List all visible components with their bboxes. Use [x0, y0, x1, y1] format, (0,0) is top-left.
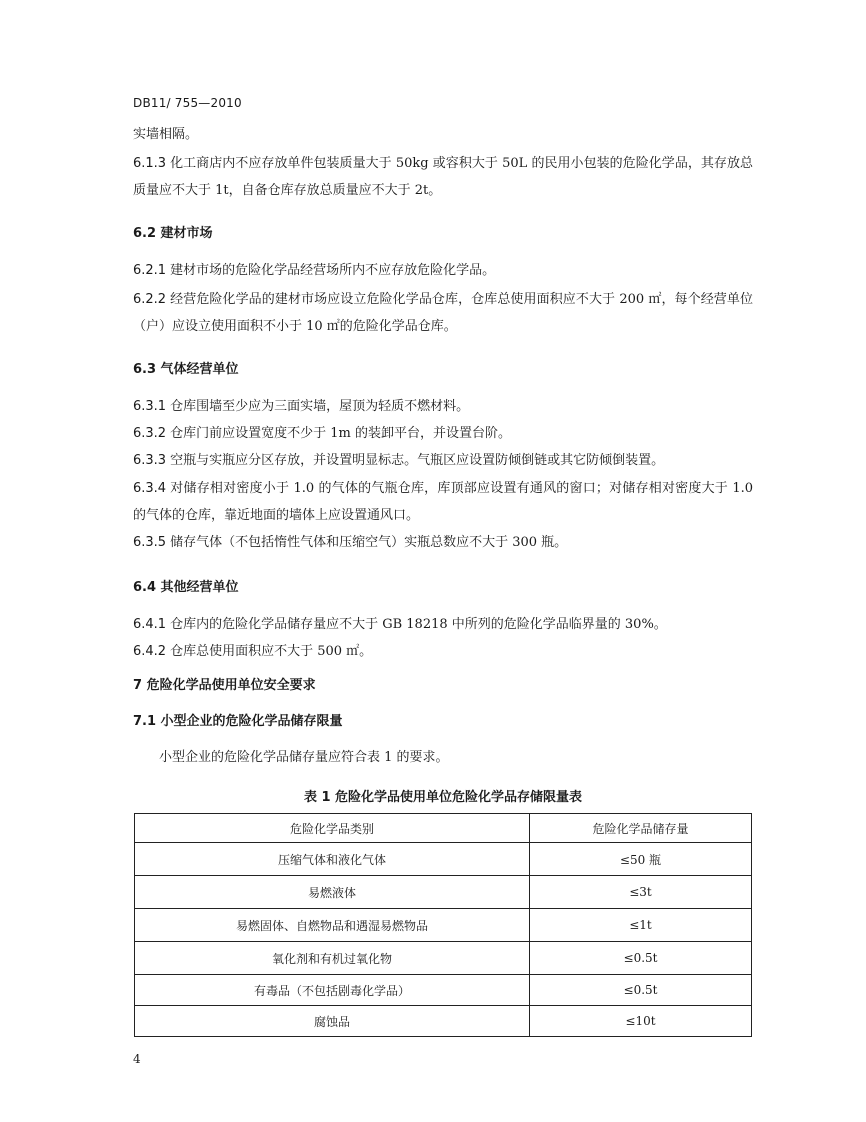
table-cell-quantity: ≤1t: [530, 909, 752, 942]
clause-6-2-1: [133, 262, 753, 280]
clause-6-3-1: [133, 398, 753, 416]
heading-7: 7 危险化学品使用单位安全要求: [133, 678, 316, 693]
heading-6-4: 6.4 其他经营单位: [133, 580, 239, 595]
table-row: [135, 843, 752, 876]
clause-number: 6.4.1: [133, 617, 167, 632]
clause-6-4-2: [133, 643, 753, 661]
column-header-quantity: 危险化学品储存量: [530, 814, 752, 843]
clause-6-3-5: [133, 534, 753, 552]
heading-6-3: 6.3 气体经营单位: [133, 362, 239, 377]
table-cell-category: 压缩气体和液化气体: [135, 843, 530, 876]
table-row: [135, 876, 752, 909]
table-cell-category: 腐蚀品: [135, 1006, 530, 1037]
table-cell-category: 有毒品（不包括剧毒化学品）: [135, 975, 530, 1006]
clause-number: 6.4.2: [133, 644, 167, 659]
table-cell-quantity: ≤50 瓶: [530, 843, 752, 876]
table-row: [135, 909, 752, 942]
clause-number: 6.1.3: [133, 156, 167, 171]
clause-text: 经营危险化学品的建材市场应设立危险化学品仓库，仓库总使用面积应不大于 200 ㎡，每个经营单位（户）应设立使用面积不小于 10 ㎡的危险化学品仓库。: [133, 292, 753, 334]
document-id-header: DB11/ 755—2010: [133, 96, 242, 110]
clause-text: 仓库内的危险化学品储存量应不大于 GB 18218 中所列的危险化学品临界量的 30%。: [170, 617, 667, 632]
table-caption: 表 1 危险化学品使用单位危险化学品存储限量表: [303, 790, 583, 805]
table-row: [135, 942, 752, 975]
clause-6-1-3: [133, 150, 753, 204]
clause-number: 6.3.1: [133, 399, 167, 414]
clause-number: 6.3.3: [133, 453, 167, 468]
table-cell-quantity: ≤10t: [530, 1006, 752, 1037]
table-header-row: [135, 814, 752, 843]
heading-6-2: 6.2 建材市场: [133, 226, 213, 241]
table-cell-quantity: ≤0.5t: [530, 975, 752, 1006]
clause-text: 仓库门前应设置宽度不少于 1m 的装卸平台，并设置台阶。: [170, 426, 511, 441]
clause-number: 6.3.4: [133, 481, 167, 496]
heading-7-1: 7.1 小型企业的危险化学品储存限量: [133, 714, 343, 729]
column-header-category: 危险化学品类别: [135, 814, 530, 843]
clause-text: 仓库总使用面积应不大于 500 ㎡。: [170, 644, 373, 659]
clause-text: 对储存相对密度小于 1.0 的气体的气瓶仓库，库顶部应设置有通风的窗口；对储存相对密度大于 1.0 的气体的仓库，靠近地面的墙体上应设置通风口。: [133, 481, 753, 523]
table-cell-quantity: ≤3t: [530, 876, 752, 909]
clause-number: 6.2.1: [133, 263, 167, 278]
paragraph-continuation: 实墙相隔。: [133, 127, 199, 142]
clause-number: 6.2.2: [133, 292, 167, 307]
clause-6-4-1: [133, 616, 753, 634]
table-cell-category: 易燃液体: [135, 876, 530, 909]
clause-number: 6.3.2: [133, 426, 167, 441]
table-row: [135, 975, 752, 1006]
clause-text: 建材市场的危险化学品经营场所内不应存放危险化学品。: [170, 263, 496, 278]
clause-text: 化工商店内不应存放单件包装质量大于 50kg 或容积大于 50L 的民用小包装的危险化学品，其存放总质量应不大于 1t，自备仓库存放总质量应不大于 2t。: [133, 156, 753, 198]
storage-limit-table: [134, 813, 752, 1037]
table-cell-category: 易燃固体、自燃物品和遇湿易燃物品: [135, 909, 530, 942]
page-number: 4: [133, 1052, 141, 1066]
clause-6-3-4: [133, 475, 753, 529]
clause-text: 储存气体（不包括惰性气体和压缩空气）实瓶总数应不大于 300 瓶。: [170, 535, 568, 550]
clause-6-2-2: [133, 286, 753, 340]
clause-text: 空瓶与实瓶应分区存放，并设置明显标志。气瓶区应设置防倾倒链或其它防倾倒装置。: [170, 453, 665, 468]
table-cell-category: 氧化剂和有机过氧化物: [135, 942, 530, 975]
clause-text: 仓库围墙至少应为三面实墙，屋顶为轻质不燃材料。: [170, 399, 470, 414]
table-cell-quantity: ≤0.5t: [530, 942, 752, 975]
paragraph-7-1: 小型企业的危险化学品储存量应符合表 1 的要求。: [159, 750, 449, 765]
clause-6-3-3: [133, 452, 753, 470]
clause-number: 6.3.5: [133, 535, 167, 550]
table-row: [135, 1006, 752, 1037]
clause-6-3-2: [133, 425, 753, 443]
